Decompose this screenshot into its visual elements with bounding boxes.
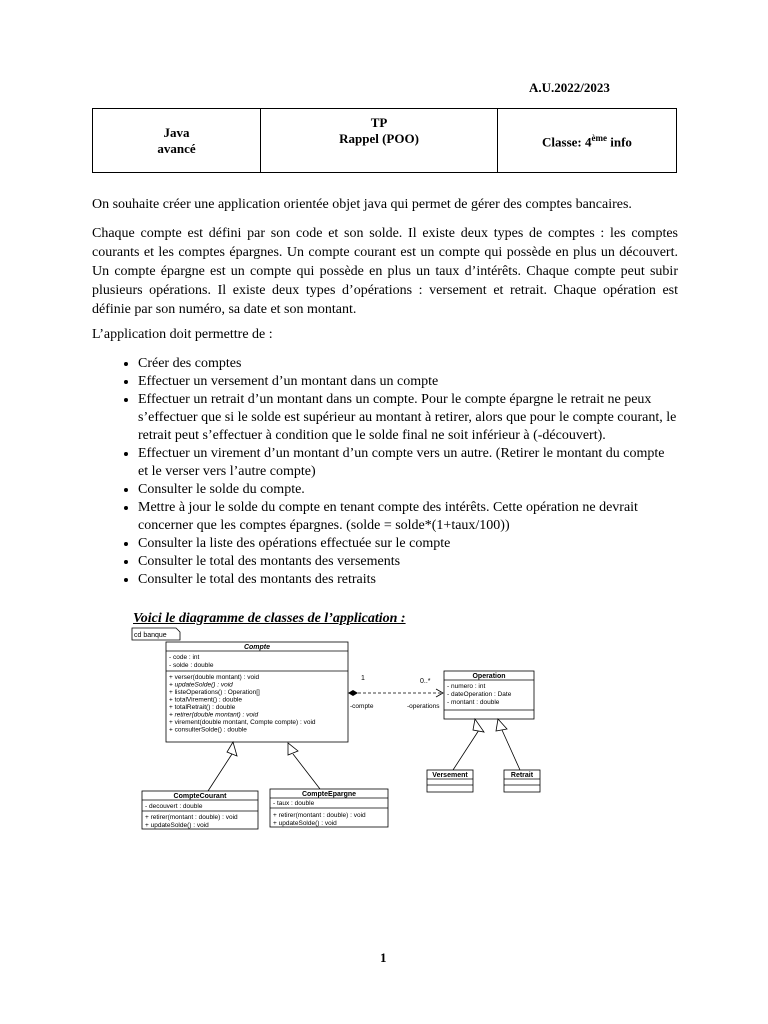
class-versement <box>427 770 473 792</box>
requirements-list <box>92 355 678 589</box>
multiplicity-left: 1 <box>361 675 365 682</box>
course-line-1: Java <box>163 124 190 140</box>
retrait-name: Retrait <box>510 772 534 779</box>
header-table <box>92 108 677 173</box>
compte-method: + virement(double montant, Compte compte) : void <box>169 719 316 726</box>
class-operation <box>444 671 534 719</box>
class-diagram <box>130 626 550 841</box>
role-left: -compte <box>350 703 374 710</box>
versement-name: Versement <box>432 772 468 779</box>
list-item: • Consulter la liste des opérations effectuée sur le compte <box>138 535 678 553</box>
diagram-caption: Voici le diagramme de classes de l’application : <box>133 611 406 626</box>
doc-type: TP <box>370 114 388 130</box>
compte-method: + totalVirement() : double <box>169 696 243 704</box>
list-item: • Créer des comptes <box>138 355 678 373</box>
association-compte-operation <box>348 675 443 710</box>
compte-method: + updateSolde() : void <box>169 681 233 689</box>
compte-courant-name: CompteCourant <box>173 793 227 800</box>
compte-method: + retirer(double montant) : void <box>169 711 259 719</box>
class-suffix: info <box>607 134 632 150</box>
list-item: • Effectuer un virement d’un montant d’un compte vers un autre. (Retirer le montant du compte et le verser vers l’autre compte) <box>138 445 678 481</box>
intro-paragraph-3: L’application doit permettre de : <box>92 327 273 342</box>
title-cell <box>261 109 498 173</box>
compte-epargne-method: + updateSolde() : void <box>273 820 337 827</box>
operation-attr: - dateOperation : Date <box>447 691 512 698</box>
class-cell <box>498 109 677 173</box>
compte-attr: - solde : double <box>169 662 214 669</box>
operation-attr: - numero : int <box>447 683 486 690</box>
compte-method: + verser(double montant) : void <box>169 674 260 681</box>
role-right: -operations <box>407 703 440 710</box>
multiplicity-right: 0..* <box>420 678 431 685</box>
compte-epargne-name: CompteEpargne <box>301 791 357 798</box>
class-compte <box>166 642 348 742</box>
list-item: • Consulter le total des montants des retraits <box>138 571 678 589</box>
operation-attr: - montant : double <box>447 699 500 706</box>
compte-method: + consulterSolde() : double <box>169 726 247 734</box>
list-item: • Effectuer un versement d’un montant dans un compte <box>138 373 678 391</box>
package-label: cd banque <box>134 632 167 639</box>
class-compte-epargne <box>270 789 388 827</box>
compte-method: + listeOperations() : Operation[] <box>169 689 260 696</box>
compte-epargne-attr: - taux : double <box>273 800 315 807</box>
academic-year: A.U.2022/2023 <box>529 80 610 95</box>
course-line-2: avancé <box>157 140 196 156</box>
compte-epargne-method: + retirer(montant : double) : void <box>273 812 366 819</box>
compte-courant-method: + retirer(montant : double) : void <box>145 814 238 821</box>
compte-attr: - code : int <box>169 654 200 661</box>
intro-paragraph-1: On souhaite créer une application orientée objet java qui permet de gérer des comptes bancaires. <box>92 197 632 212</box>
compte-courant-attr: - decouvert : double <box>145 803 203 810</box>
list-item: • Consulter le total des montants des versements <box>138 553 678 571</box>
inheritance-compte <box>208 742 320 791</box>
compte-method: + totalRetrait() : double <box>169 704 236 711</box>
operation-name: Operation <box>472 673 506 680</box>
compte-courant-method: + updateSolde() : void <box>145 822 209 829</box>
doc-title: Rappel (POO) <box>339 130 419 146</box>
compte-name: Compte <box>243 644 271 651</box>
course-cell <box>93 109 261 173</box>
class-compte-courant <box>142 791 258 829</box>
intro-paragraph-2: Chaque compte est défini par son code et son solde. Il existe deux types de comptes : les comptes courants et les comptes épargnes. Un compte courant est un compte qui possède en plus un découvert. Un compte épargne est un compte qui possède en plus un taux d’intérêts. Chaque compte peut subir plusieurs opérations. Il existe deux types d’opérations : versement et retrait. Chaque opération est définie par son numéro, sa date et son montant. <box>92 226 678 317</box>
class-retrait <box>504 770 540 792</box>
class-prefix: Classe: 4 <box>542 134 592 150</box>
inheritance-operation <box>453 719 520 770</box>
list-item: • Consulter le solde du compte. <box>138 481 678 499</box>
composition-diamond <box>348 690 358 696</box>
page-number: 1 <box>380 950 387 965</box>
class-sup: ème <box>591 133 608 144</box>
list-item: • Effectuer un retrait d’un montant dans un compte. Pour le compte épargne le retrait ne peux s’effectuer que si le solde est supérieur au montant à retirer, alors que pour le compte courant, le retrait peut s’effectuer à condition que le solde final ne soit inférieur à (-découvert). <box>138 391 678 445</box>
list-item: • Mettre à jour le solde du compte en tenant compte des intérêts. Cette opération ne devrait concerner que les comptes épargnes. (solde = solde*(1+taux/100)) <box>138 499 678 535</box>
